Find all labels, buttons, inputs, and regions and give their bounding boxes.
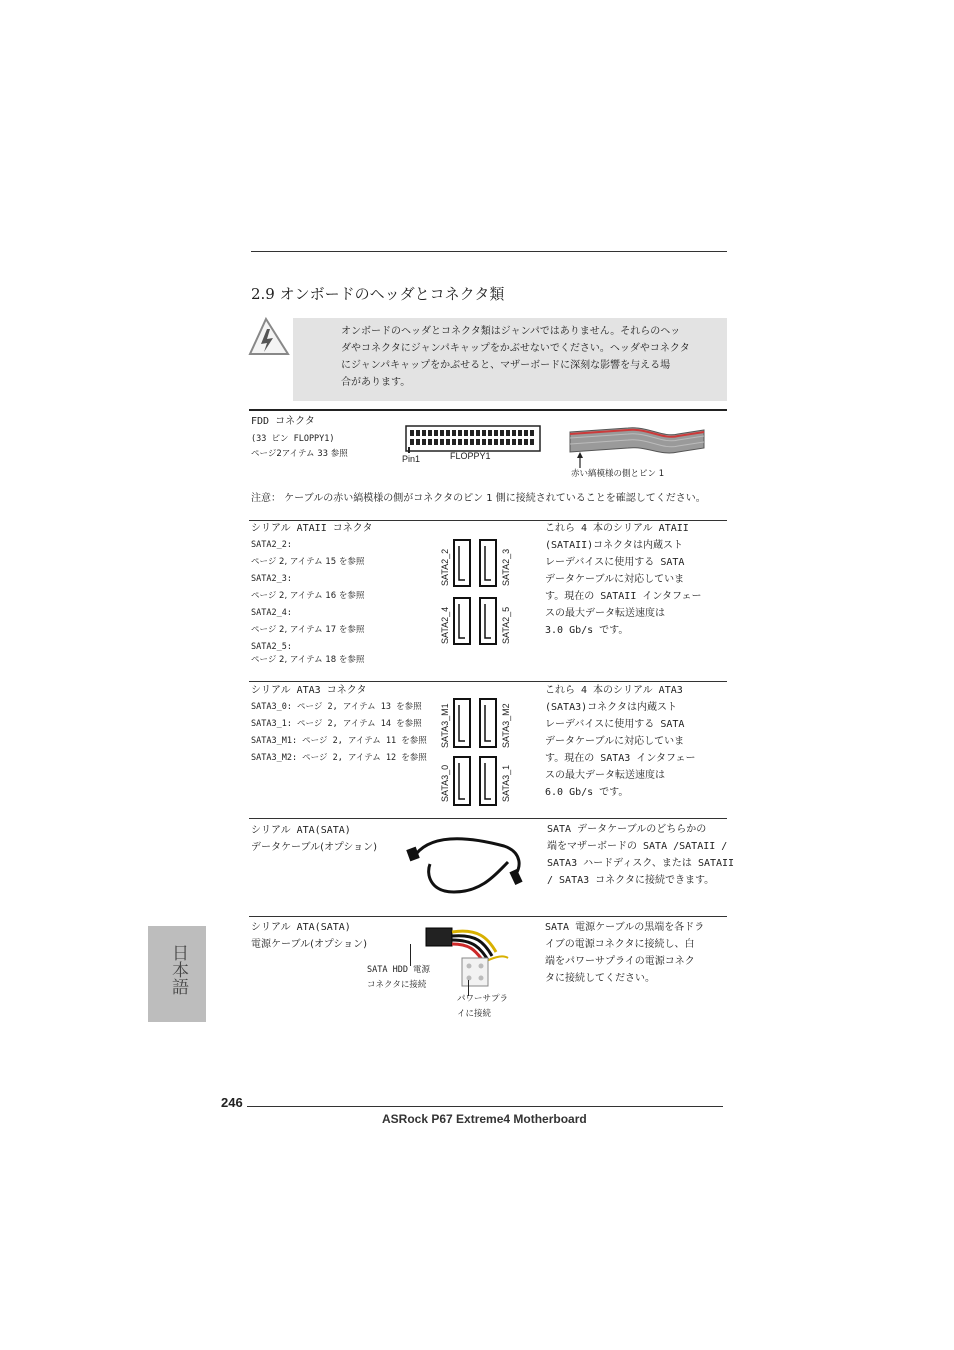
sata2-2-label: SATA2_2 — [440, 548, 450, 586]
sata3-desc-1: これら 4 本のシリアル ATA3 — [545, 685, 683, 696]
sata3-desc-2: (SATA3)コネクタは内蔵スト — [545, 702, 677, 713]
sata3-m2-label: SATA3_M2 — [501, 703, 511, 748]
floppy-cable-caption: 赤い縞模様の側とピン 1 — [571, 469, 665, 479]
sata2-desc-1: これら 4 本のシリアル ATAII — [545, 523, 689, 534]
sata3-desc-5: す。現在の SATA3 インタフェー — [545, 753, 696, 764]
power-cable-desc-4: タに接続してください。 — [545, 973, 655, 984]
sata2-item-4: ページ 2, アイテム 16 を参照 — [251, 591, 365, 601]
fdd-sub2: ページ2アイテム 33 参照 — [251, 449, 348, 459]
power-cable-rule — [249, 916, 727, 917]
fdd-rule — [249, 409, 727, 411]
sata3-0-label: SATA3_0 — [440, 764, 450, 802]
sata3-item-3: SATA3_M1: ページ 2, アイテム 11 を参照 — [251, 736, 427, 746]
floppy-connector-label: FLOPPY1 — [450, 451, 491, 461]
power-cable-desc-1: SATA 電源ケーブルの黒端を各ドラ — [545, 922, 705, 933]
sata-data-cable-image — [404, 834, 534, 898]
sata2-5-label: SATA2_5 — [501, 606, 511, 644]
language-side-tab-label: 日本語 — [168, 944, 188, 995]
sata-cable-desc-4: / SATA3 コネクタに接続できます。 — [547, 875, 715, 886]
power-caption-hdd-1: SATA HDD 電源 — [367, 965, 431, 975]
sata2-4-label: SATA2_4 — [440, 606, 450, 644]
fdd-title: FDD コネクタ — [251, 416, 315, 427]
sata2-item-5: SATA2_4: — [251, 608, 292, 618]
sata3-desc-4: データケーブルに対応していま — [545, 736, 685, 747]
sata3-rule — [249, 681, 727, 682]
footer-rule — [247, 1106, 723, 1107]
sata3-item-2: SATA3_1: ページ 2, アイテム 14 を参照 — [251, 719, 422, 729]
page-number: 246 — [221, 1095, 243, 1110]
sata2-item-7: SATA2_5: — [251, 642, 292, 652]
power-caption-psu-2: イに接続 — [457, 1009, 492, 1019]
power-caption-psu-1: パワーサプラ — [457, 994, 509, 1004]
sata2-port-diagram — [452, 538, 498, 648]
sata2-desc-5: す。現在の SATAII インタフェー — [545, 591, 702, 602]
sata-cable-desc-3: SATA3 ハードディスク、または SATAII — [547, 858, 735, 869]
sata2-item-8: ページ 2, アイテム 18 を参照 — [251, 655, 365, 665]
sata2-3-label: SATA2_3 — [501, 548, 511, 586]
power-cable-title-1: シリアル ATA(SATA) — [251, 922, 351, 933]
power-caption-hdd-2: コネクタに接続 — [367, 980, 427, 990]
sata3-m1-label: SATA3_M1 — [440, 703, 450, 748]
warning-line-4: 合があります。 — [341, 377, 411, 388]
floppy-pin1-label: Pin1 — [402, 454, 421, 464]
sata-cable-desc-2: 端をマザーボードの SATA /SATAII / — [547, 841, 728, 852]
power-cable-desc-3: 端をパワーサプライの電源コネク — [545, 956, 695, 967]
sata-cable-title-2: データケーブル(オプション) — [251, 842, 378, 853]
sata-cable-title-1: シリアル ATA(SATA) — [251, 825, 351, 836]
sata2-desc-7: 3.0 Gb/s です。 — [545, 625, 629, 636]
sata3-item-1: SATA3_0: ページ 2, アイテム 13 を参照 — [251, 702, 422, 712]
sata2-item-3: SATA2_3: — [251, 574, 292, 584]
sata2-title: シリアル ATAII コネクタ — [251, 523, 373, 534]
warning-line-2: ダやコネクタにジャンパキャップをかぶせないでください。ヘッダやコネクタ — [341, 343, 690, 354]
warning-icon-area — [246, 316, 292, 360]
section-title: 2.9 オンボードのヘッダとコネクタ類 — [251, 285, 505, 303]
sata3-desc-3: レーデバイスに使用する SATA — [545, 719, 685, 730]
fdd-note: 注意： ケーブルの赤い縞模様の側がコネクタのピン 1 側に接続されていることを確認してください。 — [251, 493, 706, 504]
sata-cable-desc-1: SATA データケーブルのどちらかの — [547, 824, 707, 835]
sata2-item-6: ページ 2, アイテム 17 を参照 — [251, 625, 365, 635]
fdd-sub1: (33 ピン FLOPPY1) — [251, 434, 335, 444]
sata3-desc-6: スの最大データ転送速度は — [545, 770, 665, 781]
sata3-item-4: SATA3_M2: ページ 2, アイテム 12 を参照 — [251, 753, 427, 763]
sata2-item-1: SATA2_2: — [251, 540, 292, 550]
warning-lightning-icon — [246, 316, 292, 360]
sata3-1-label: SATA3_1 — [501, 764, 511, 802]
floppy-cable-image — [568, 424, 706, 470]
footer-product: ASRock P67 Extreme4 Motherboard — [382, 1112, 587, 1126]
warning-line-1: オンボードのヘッダとコネクタ類はジャンパではありません。それらのヘッ — [341, 326, 681, 337]
sata2-desc-2: (SATAII)コネクタは内蔵スト — [545, 540, 683, 551]
sata2-desc-6: スの最大データ転送速度は — [545, 608, 665, 619]
sata2-item-2: ページ 2, アイテム 15 を参照 — [251, 557, 365, 567]
power-cable-desc-2: イブの電源コネクタに接続し、白 — [545, 939, 695, 950]
warning-line-3: にジャンパキャップをかぶせると、マザーボードに深刻な影響を与える場 — [341, 360, 671, 371]
sata3-title: シリアル ATA3 コネクタ — [251, 685, 367, 696]
sata2-desc-3: レーデバイスに使用する SATA — [545, 557, 685, 568]
sata-cable-rule — [249, 818, 727, 819]
top-rule — [251, 251, 727, 252]
power-cable-title-2: 電源ケーブル(オプション) — [251, 939, 368, 950]
sata3-desc-7: 6.0 Gb/s です。 — [545, 787, 629, 798]
sata2-desc-4: データケーブルに対応していま — [545, 574, 685, 585]
sata3-port-diagram — [452, 697, 498, 809]
